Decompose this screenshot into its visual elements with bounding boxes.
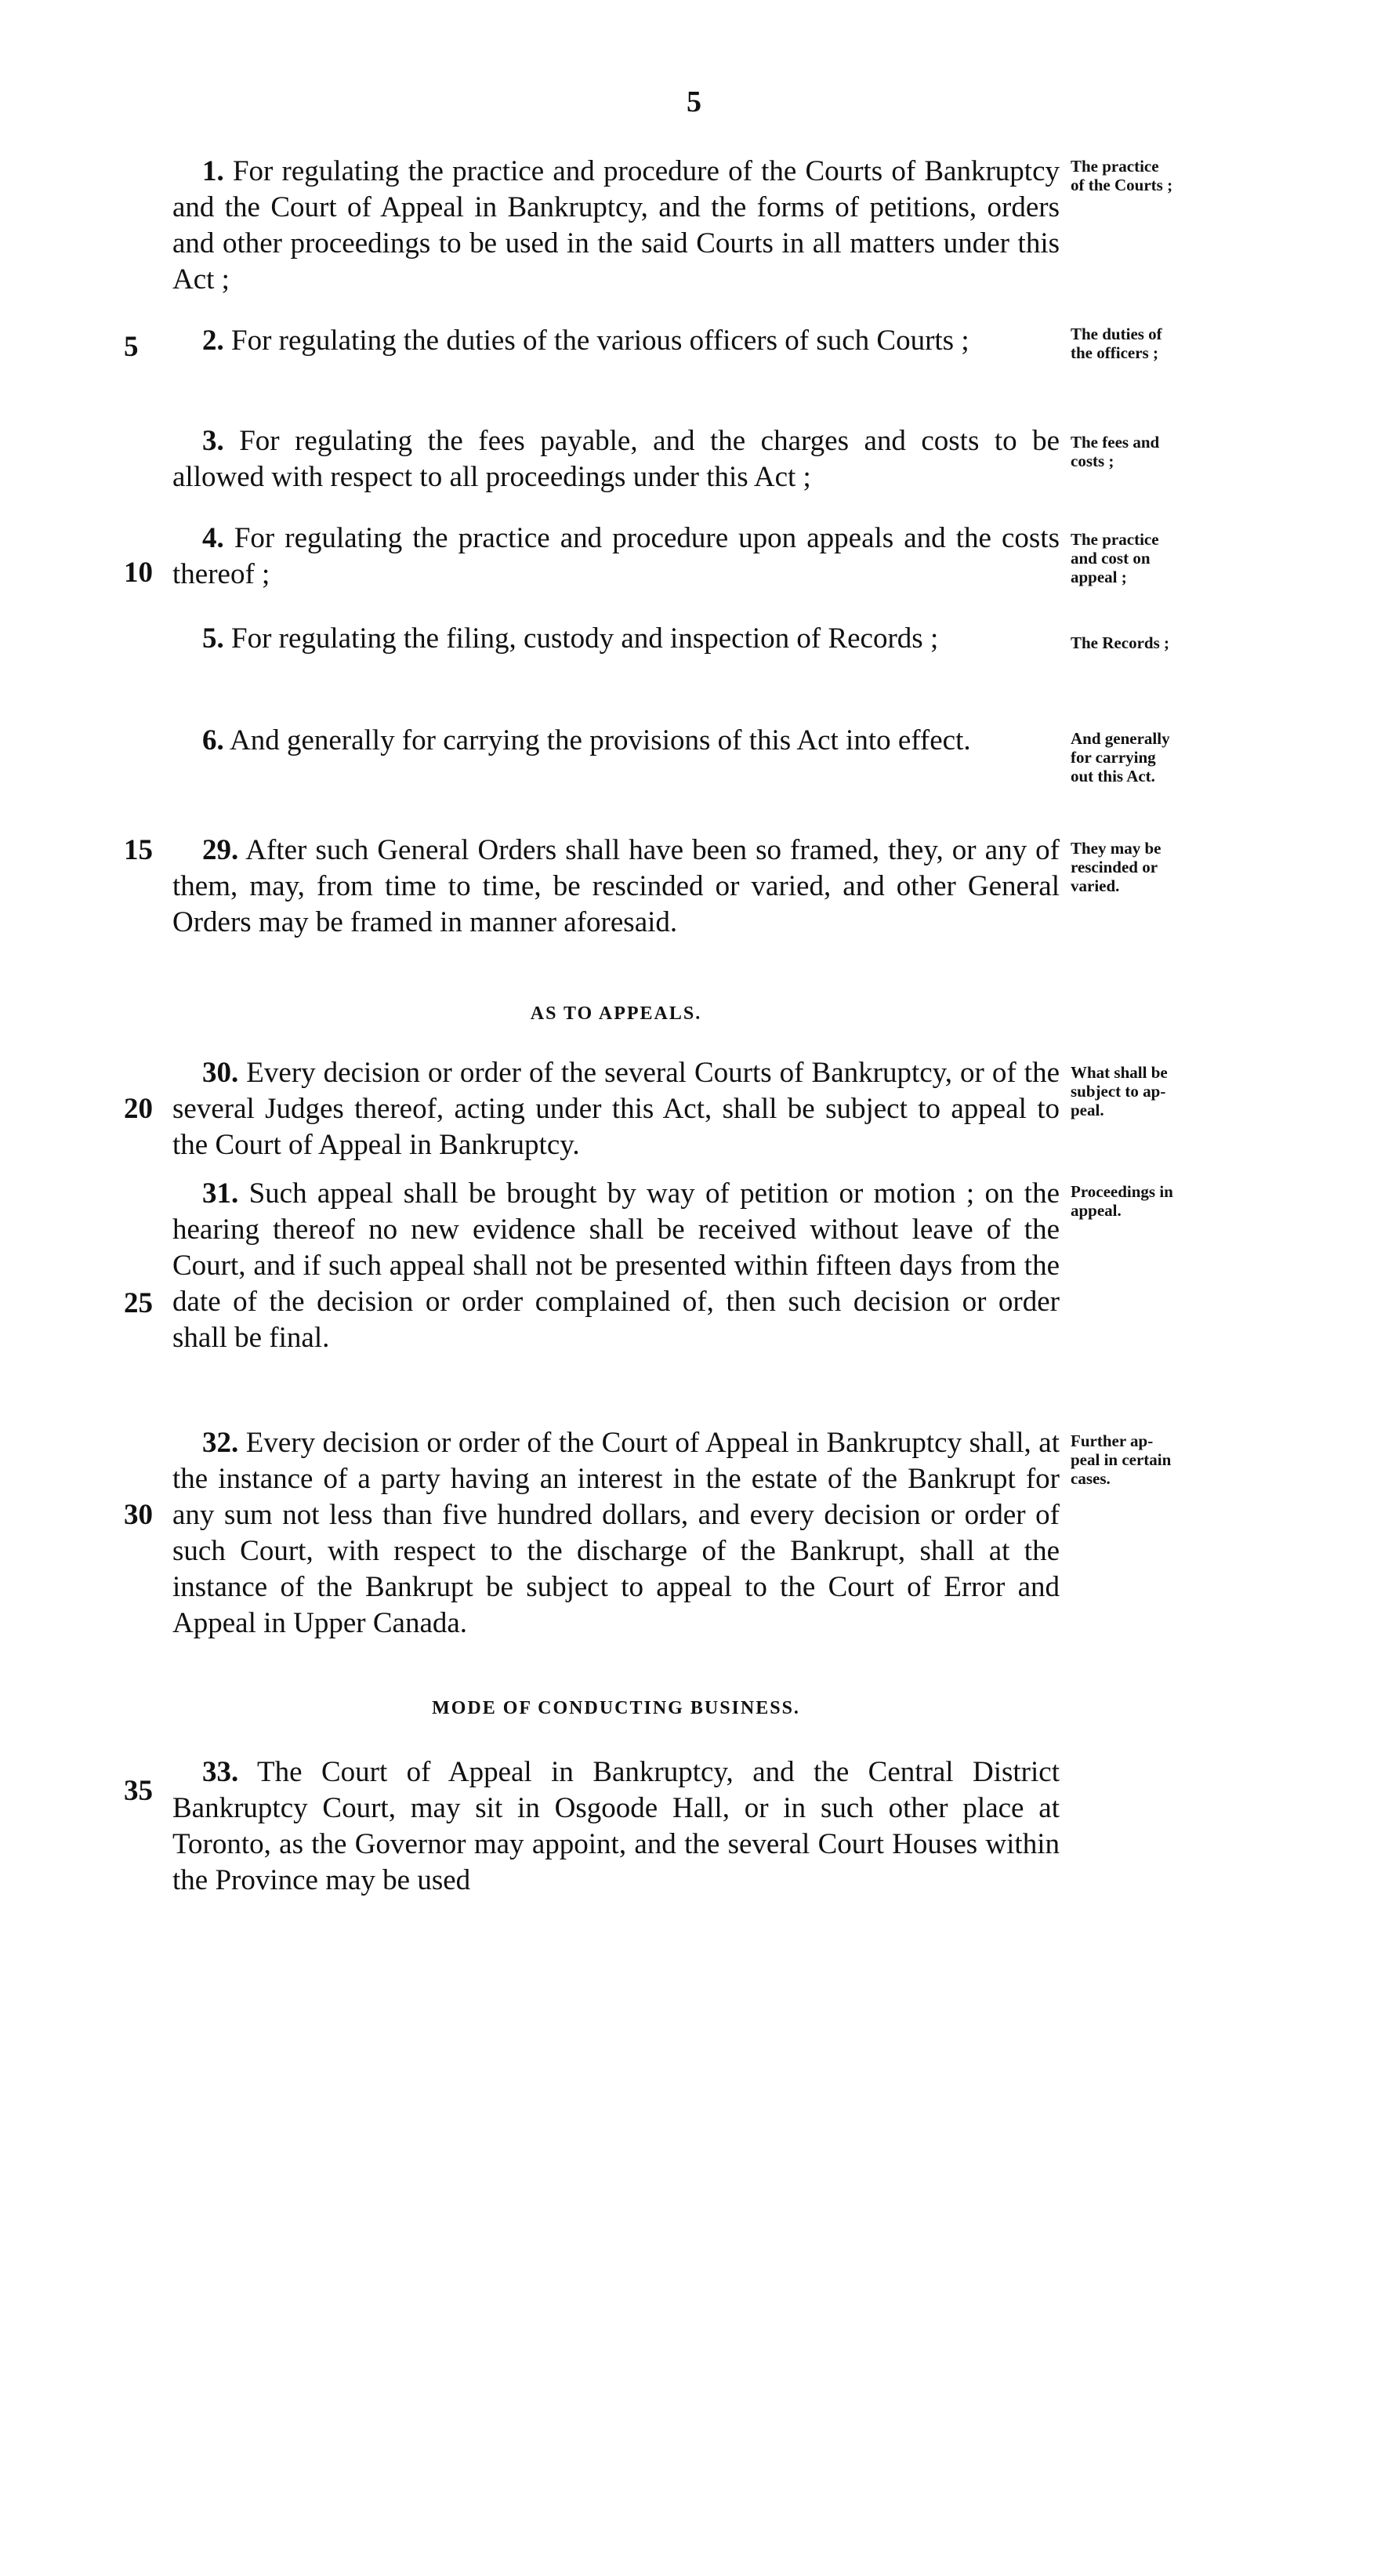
paragraph bbox=[172, 154, 1060, 298]
paragraph-number: 4. bbox=[202, 522, 224, 554]
paragraph-number: 32. bbox=[202, 1427, 239, 1459]
paragraph-number: 30. bbox=[202, 1057, 239, 1089]
paragraph-text: The Court of Appeal in Bankruptcy, and the Central District Bankruptcy Court, may sit in Osgoode Hall, or in such other place at Toronto, as the Governor may appoint, and the several Court Houses within the Province may be used bbox=[172, 1756, 1060, 1896]
paragraph-text: For regulating the filing, custody and inspection of Records ; bbox=[231, 622, 939, 655]
paragraph bbox=[172, 1055, 1060, 1163]
paragraph-text: For regulating the duties of the various officers of such Courts ; bbox=[231, 325, 969, 357]
paragraph-number: 1. bbox=[202, 155, 224, 187]
paragraph-number: 5. bbox=[202, 622, 224, 655]
paragraph bbox=[172, 521, 1060, 593]
margin-note: The duties of the officers ; bbox=[1071, 325, 1162, 362]
paragraph-text: For regulating the practice and procedure upon appeals and the costs thereof ; bbox=[172, 522, 1060, 590]
section-heading: MODE OF CONDUCTING BUSINESS. bbox=[432, 1698, 800, 1718]
margin-note: They may be rescinded or varied. bbox=[1071, 839, 1161, 895]
line-number: 5 bbox=[124, 331, 139, 363]
line-number: 20 bbox=[124, 1093, 153, 1125]
paragraph-text: Every decision or order of the Court of Appeal in Bankruptcy shall, at the instance of a party having an interest in the estate of the Bankrupt for any sum not less than five hundred dollars, and every decision or order of such Court, with respect to the discharge of the Bankrupt, shall at the instance of the Bankrupt be subject to appeal to the Court of Error and Appeal in Upper Canada. bbox=[172, 1427, 1060, 1639]
paragraph-text: Every decision or order of the several Courts of Bankruptcy, or of the several Judges thereof, acting under this Act, shall be subject to appeal to the Court of Appeal in Bankruptcy. bbox=[172, 1057, 1060, 1161]
line-number: 15 bbox=[124, 834, 153, 866]
paragraph bbox=[172, 621, 1060, 657]
paragraph bbox=[172, 1176, 1060, 1356]
margin-note: Proceedings in appeal. bbox=[1071, 1182, 1173, 1220]
paragraph-number: 31. bbox=[202, 1177, 239, 1210]
paragraph-text: Such appeal shall be brought by way of petition or motion ; on the hearing thereof no new evidence shall be received without leave of the Court, and if such appeal shall not be presented within fifteen days from the date of the decision or order complained of, then such decision or order shall be final. bbox=[172, 1177, 1060, 1354]
margin-note: And generally for carrying out this Act. bbox=[1071, 729, 1170, 785]
paragraph bbox=[172, 423, 1060, 495]
paragraph bbox=[172, 833, 1060, 941]
margin-note: The Records ; bbox=[1071, 633, 1169, 652]
paragraph-text: For regulating the fees payable, and the charges and costs to be allowed with respect to all proceedings under this Act ; bbox=[172, 425, 1060, 493]
section-heading: AS TO APPEALS. bbox=[530, 1003, 702, 1024]
paragraph-number: 2. bbox=[202, 325, 224, 357]
paragraph-number: 6. bbox=[202, 724, 224, 756]
paragraph-number: 33. bbox=[202, 1756, 239, 1788]
paragraph bbox=[172, 1754, 1060, 1899]
margin-note: The fees and costs ; bbox=[1071, 433, 1160, 470]
paragraph-text: And generally for carrying the provisions of this Act into effect. bbox=[229, 724, 971, 756]
line-number: 10 bbox=[124, 557, 153, 589]
line-number: 25 bbox=[124, 1287, 153, 1319]
page-number: 5 bbox=[687, 85, 701, 118]
line-number: 30 bbox=[124, 1499, 153, 1531]
margin-note: Further ap- peal in certain cases. bbox=[1071, 1431, 1172, 1488]
paragraph-text: For regulating the practice and procedure of the Courts of Bankruptcy and the Court of Appeal in Bankruptcy, and the forms of petitions, orders and other proceedings to be used in the said Courts in all matters under this Act ; bbox=[172, 155, 1060, 296]
paragraph-number: 29. bbox=[202, 834, 239, 866]
paragraph-number: 3. bbox=[202, 425, 224, 457]
margin-note: The practice of the Courts ; bbox=[1071, 157, 1173, 194]
paragraph bbox=[172, 323, 1060, 359]
line-number: 35 bbox=[124, 1775, 153, 1807]
paragraph bbox=[172, 723, 1060, 759]
paragraph bbox=[172, 1425, 1060, 1642]
paragraph-text: After such General Orders shall have been so framed, they, or any of them, may, from time to time, be rescinded or varied, and other General Orders may be framed in manner aforesaid. bbox=[172, 834, 1060, 938]
margin-note: The practice and cost on appeal ; bbox=[1071, 530, 1159, 586]
margin-note: What shall be subject to ap- peal. bbox=[1071, 1063, 1168, 1119]
